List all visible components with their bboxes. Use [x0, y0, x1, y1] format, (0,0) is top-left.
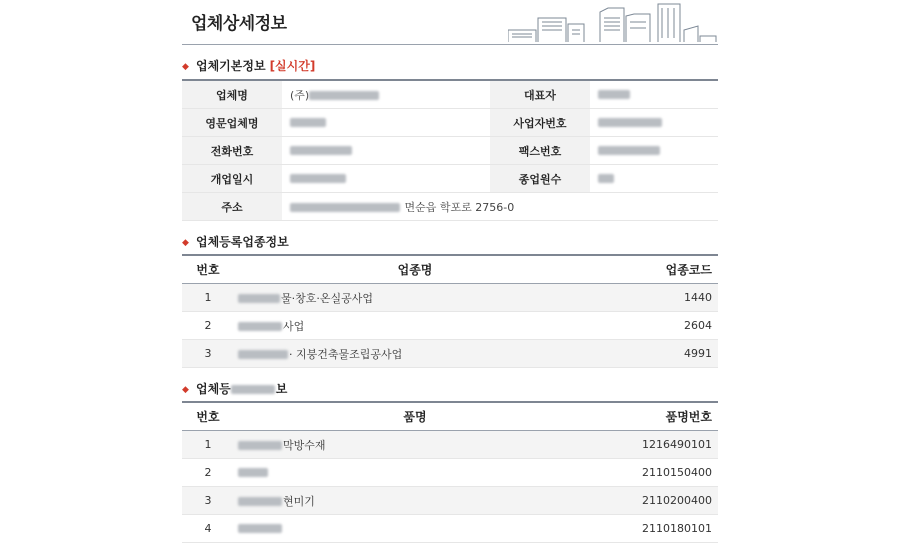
company-name-label: 업체명 — [182, 80, 282, 109]
diamond-bullet-icon: ◆ — [182, 385, 189, 395]
table-row: 2 사업 2604 — [182, 312, 718, 340]
table-row: 2 2110150400 — [182, 459, 718, 487]
info-row — [182, 109, 718, 137]
table-header-row — [182, 255, 718, 284]
opening-date-value — [282, 165, 490, 193]
industry-table — [182, 254, 718, 368]
fax-value — [590, 137, 718, 165]
business-number-value — [590, 109, 718, 137]
employee-count-value — [590, 165, 718, 193]
info-row — [182, 80, 718, 109]
employee-count-label: 종업원수 — [490, 165, 590, 193]
basic-info-table — [182, 79, 718, 221]
opening-date-label: 개업일시 — [182, 165, 282, 193]
address-value: 면순읍 학포로 2756-0 — [282, 193, 718, 221]
products-section-title: ◆ 업체등 보 — [182, 382, 288, 396]
column-header-no: 번호 — [182, 402, 234, 431]
ceo-label: 대표자 — [490, 80, 590, 109]
phone-value — [282, 137, 490, 165]
products-table — [182, 401, 718, 543]
diamond-bullet-icon: ◆ — [182, 62, 189, 72]
basic-info-section-title: ◆ 업체기본정보 [실시간] — [182, 59, 316, 73]
table-row: 1 물·창호·온실공사업 1440 — [182, 284, 718, 312]
column-header-industry-name: 업종명 — [234, 255, 592, 284]
english-name-label: 영문업체명 — [182, 109, 282, 137]
page-header — [182, 0, 718, 45]
realtime-tag: [실시간] — [269, 59, 316, 73]
phone-label: 전화번호 — [182, 137, 282, 165]
ceo-value — [590, 80, 718, 109]
info-row — [182, 193, 718, 221]
detail-panel — [182, 0, 718, 535]
page-title: 업체상세정보 — [191, 14, 287, 34]
fax-label: 팩스번호 — [490, 137, 590, 165]
column-header-no: 번호 — [182, 255, 234, 284]
company-name-value: (주) — [282, 80, 490, 109]
diamond-bullet-icon: ◆ — [182, 238, 189, 248]
skyline-illustration — [508, 2, 718, 42]
table-row: 1 막방수재 1216490101 — [182, 431, 718, 459]
info-row — [182, 165, 718, 193]
business-number-label: 사업자번호 — [490, 109, 590, 137]
table-row: 3 현미기 2110200400 — [182, 487, 718, 515]
column-header-product-name: 품명 — [234, 402, 592, 431]
industry-section-title: ◆ 업체등록업종정보 — [182, 235, 289, 249]
address-label: 주소 — [182, 193, 282, 221]
table-header-row — [182, 402, 718, 431]
table-row: 4 2110180101 — [182, 515, 718, 543]
info-row — [182, 137, 718, 165]
column-header-industry-code: 업종코드 — [592, 255, 718, 284]
column-header-product-code: 품명번호 — [592, 402, 718, 431]
table-row: 3 · 지붕건축물조립공사업 4991 — [182, 340, 718, 368]
english-name-value — [282, 109, 490, 137]
